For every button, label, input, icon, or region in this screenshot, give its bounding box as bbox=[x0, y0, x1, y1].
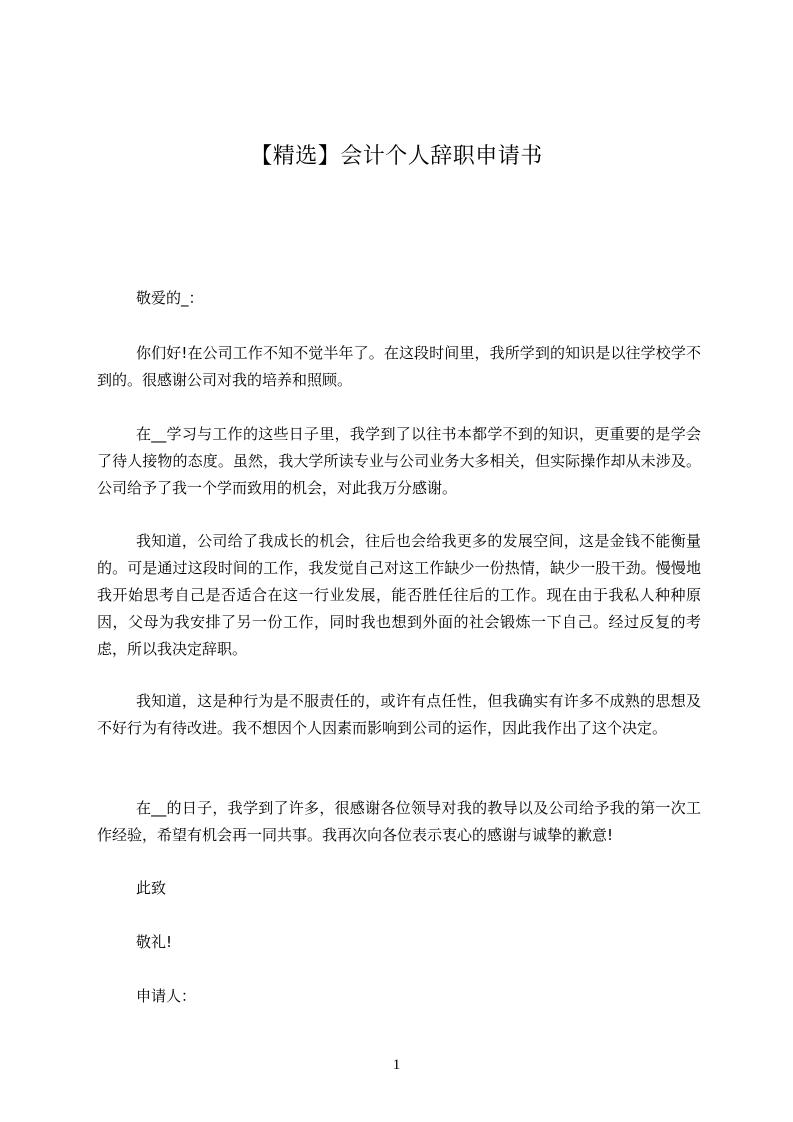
body-paragraph-2: 在__学习与工作的这些日子里，我学到了以往书本都学不到的知识，更重要的是学会了待人接物的态度。虽然，我大学所读专业与公司业务大多相关，但实际操作却从未涉及。公司给予了我一个学而致用的机会，对此我万分感谢。 bbox=[97, 425, 701, 497]
applicant-label: 申请人： bbox=[136, 987, 197, 1005]
closing-line-2: 敬礼! bbox=[136, 933, 173, 951]
body-paragraph-3: 我知道，公司给了我成长的机会，往后也会给我更多的发展空间，这是金钱不能衡量的。可是通过这段时间的工作，我发觉自己对这工作缺少一份热情，缺少一股干劲。慢慢地我开始思考自己是否适合在这一行业发展，能否胜任往后的工作。现在由于我私人种种原因，父母为我安排了另一份工作，同时我也想到外面的社会锻炼一下自己。经过反复的考虑，所以我决定辞职。 bbox=[97, 532, 701, 658]
closing-line-1: 此致 bbox=[136, 879, 167, 897]
body-paragraph-4: 我知道，这是种行为是不服责任的，或许有点任性，但我确实有许多不成熟的思想及不好行为有待改进。我不想因个人因素而影响到公司的运作，因此我作出了这个决定。 bbox=[97, 692, 701, 737]
document-title: 【精选】会计个人辞职申请书 bbox=[250, 144, 543, 169]
salutation: 敬爱的_： bbox=[136, 289, 204, 307]
page-number: 1 bbox=[392, 1057, 401, 1073]
body-paragraph-5: 在__的日子，我学到了许多，很感谢各位领导对我的教导以及公司给予我的第一次工作经验，希望有机会再一同共事。我再次向各位表示衷心的感谢与诚挚的歉意! bbox=[97, 799, 701, 844]
body-paragraph-1: 你们好!在公司工作不知不觉半年了。在这段时间里，我所学到的知识是以往学校学不到的。很感谢公司对我的培养和照顾。 bbox=[97, 344, 701, 389]
